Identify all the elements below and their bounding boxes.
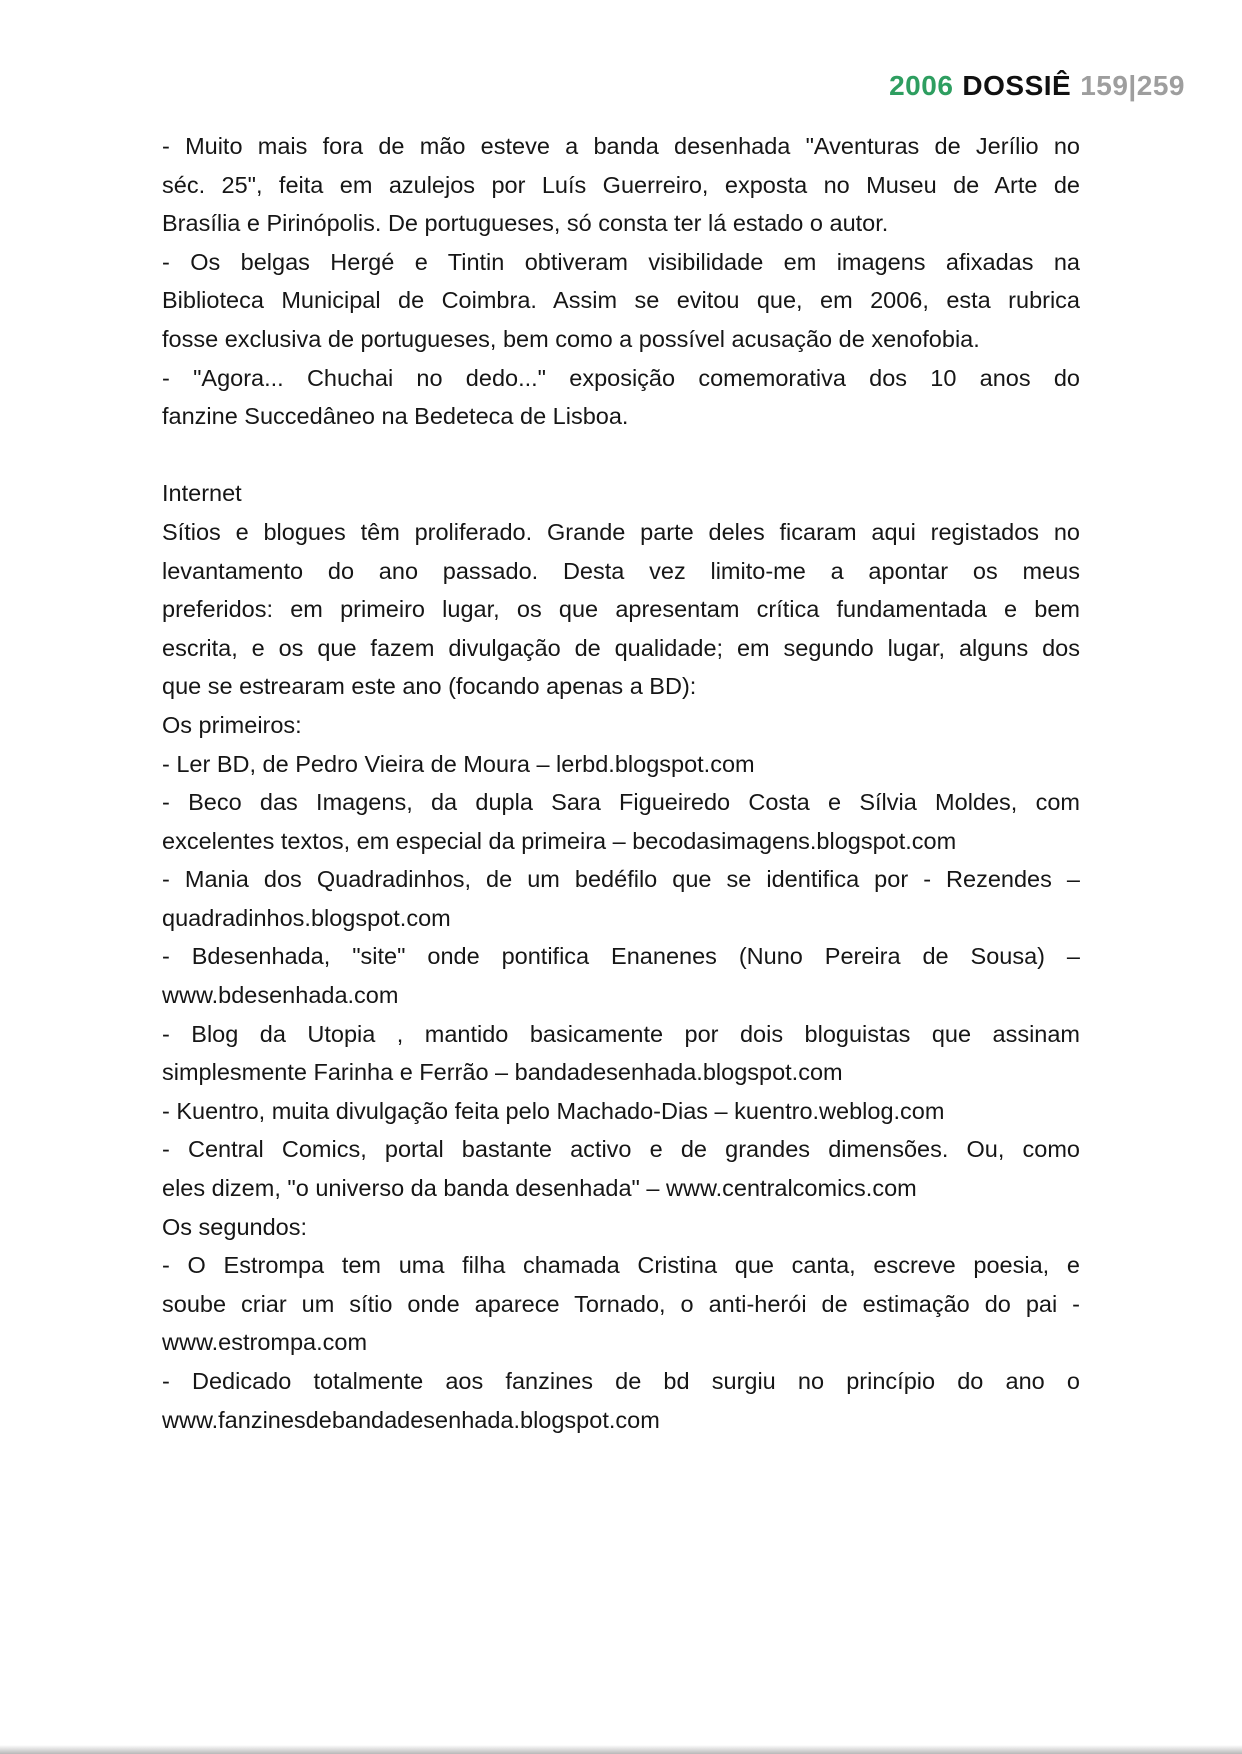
text-line: séc. 25", feita em azulejos por Luís Guerreiro, exposta no Museu de Arte de [162, 171, 1080, 198]
text-line: Internet [162, 480, 242, 507]
text-line: que se estrearam este ano (focando apenas a BD): [162, 673, 697, 700]
text-line: soube criar um sítio onde aparece Tornado, o anti-herói de estimação do pai - [162, 1290, 1080, 1317]
text-line: quadradinhos.blogspot.com [162, 904, 451, 931]
text-line: escrita, e os que fazem divulgação de qualidade; em segundo lugar, alguns dos [162, 634, 1080, 661]
document-body [162, 127, 1080, 1439]
text-line: www.estrompa.com [162, 1329, 368, 1356]
text-line: levantamento do ano passado. Desta vez limito-me a apontar os meus [162, 557, 1080, 584]
text-line: - Mania dos Quadradinhos, de um bedéfilo que se identifica por - Rezendes – [162, 866, 1080, 893]
header-title: DOSSIÊ [962, 70, 1072, 101]
text-line: preferidos: em primeiro lugar, os que apresentam crítica fundamentada e bem [162, 596, 1080, 623]
text-line: Os primeiros: [162, 711, 302, 738]
text-line: Brasília e Pirinópolis. De portugueses, só consta ter lá estado o autor. [162, 210, 889, 237]
text-line: eles dizem, "o universo da banda desenhada" – www.centralcomics.com [162, 1175, 917, 1202]
text-line: simplesmente Farinha e Ferrão – bandadesenhada.blogspot.com [162, 1059, 843, 1086]
page-bottom-edge [0, 1745, 1242, 1754]
text-line: excelentes textos, em especial da primeira – becodasimagens.blogspot.com [162, 827, 957, 854]
text-line: - O Estrompa tem uma filha chamada Cristina que canta, escreve poesia, e [162, 1252, 1080, 1279]
text-line: - Kuentro, muita divulgação feita pelo Machado-Dias – kuentro.weblog.com [162, 1097, 945, 1124]
text-line: Biblioteca Municipal de Coimbra. Assim se evitou que, em 2006, esta rubrica [162, 287, 1080, 314]
text-line: Os segundos: [162, 1213, 308, 1240]
page-header [889, 70, 1185, 102]
text-line: www.fanzinesdebandadesenhada.blogspot.com [162, 1406, 660, 1433]
text-line: - Bdesenhada, "site" onde pontifica Enanenes (Nuno Pereira de Sousa) – [162, 943, 1080, 970]
text-line: - Os belgas Hergé e Tintin obtiveram visibilidade em imagens afixadas na [162, 248, 1080, 275]
text-line: - Blog da Utopia , mantido basicamente por dois bloguistas que assinam [162, 1020, 1080, 1047]
header-year: 2006 [889, 70, 954, 101]
text-line: - Beco das Imagens, da dupla Sara Figueiredo Costa e Sílvia Moldes, com [162, 789, 1080, 816]
text-line: www.bdesenhada.com [162, 982, 399, 1009]
text-line: Sítios e blogues têm proliferado. Grande parte deles ficaram aqui registados no [162, 518, 1080, 545]
text-line: - Dedicado totalmente aos fanzines de bd surgiu no princípio do ano o [162, 1368, 1080, 1394]
text-line: - "Agora... Chuchai no dedo..." exposição comemorativa dos 10 anos do [162, 364, 1080, 391]
text-line: - Ler BD, de Pedro Vieira de Moura – lerbd.blogspot.com [162, 750, 755, 777]
text-line: fosse exclusiva de portugueses, bem como a possível acusação de xenofobia. [162, 325, 980, 352]
blank-line [162, 436, 1080, 475]
text-line: fanzine Succedâneo na Bedeteca de Lisboa. [162, 403, 629, 430]
text-line: - Muito mais fora de mão esteve a banda desenhada "Aventuras de Jerílio no [162, 133, 1080, 159]
header-page-number: 159|259 [1080, 70, 1185, 101]
text-line: - Central Comics, portal bastante activo e de grandes dimensões. Ou, como [162, 1136, 1080, 1163]
